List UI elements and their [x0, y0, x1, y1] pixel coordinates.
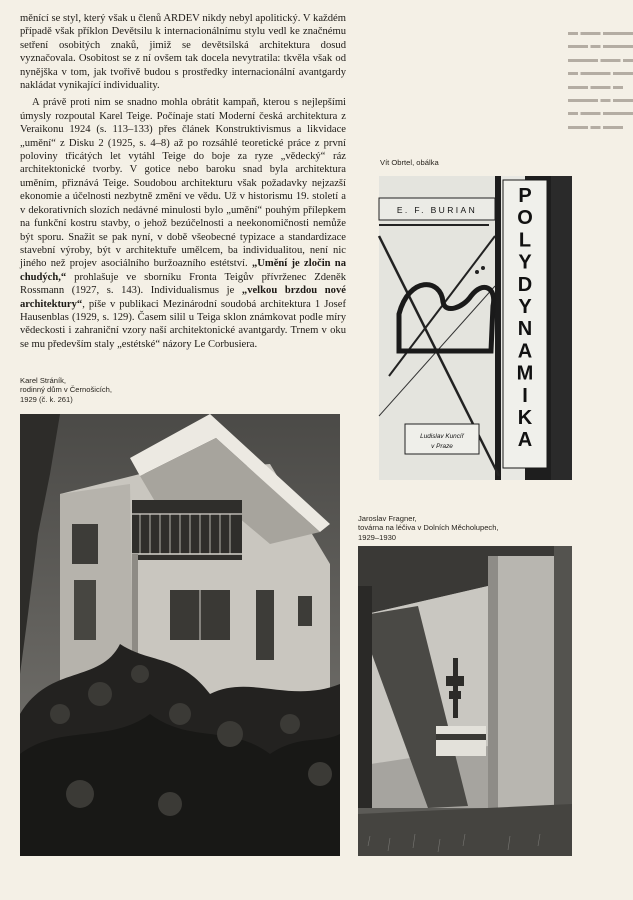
- paragraph-2-part-a: A právě proti nim se snadno mohla obrátit kampaň, kterou s nejlepšími úmysly rozpoutal Karel Teige. Počínaje statí Moderní česká architektura z Veraikonu 1924 (s. 113–133) přes článek Konstruktivismus a likvidace „umění“ z Disku 2 (1925, s. 4–8) až po rozsáhlé teoretické práce z první poloviny třicátých let vytáhl Teige do boje za ryze „vědecký“ ráz architektonické tvorby. V gotice nebo baroku snad byla architektura uměním, přiznává Teige. Soudobou architekturu však požadavky nejzazší ekonomie a účelnosti nezbytně změní ve vědu. Už v historismu 19. století a v dekorativních slozích nedávné minulosti bylo „umění“ pouhým přílepkem na funkční kostru stavby, o jehož bezúčelnosti a neekonomičnosti nemůže být sporu. Snažit se pak nyní, v době všeobecné typizace a standardizace stavební výroby, být v architektuře umělcem, ba individualitou, není nic jiného než projev asociálního buržoazního estétství.: [20, 97, 346, 270]
- cover-title: [517, 185, 534, 451]
- photo-fragner-factory: [358, 546, 572, 856]
- quote-rossmann: „Umění je zločin na chudých,“: [20, 258, 346, 283]
- paragraph-1: měnící se styl, který však u členů ARDEV nikdy nebyl apolitický. V každém případě však příklon Devětsilu k internacionálnímu stylu vedl ke značnému setření osobitých znaků, jimiž se devětsilská architektura dosud vyznačovala. Osobitost se z ní ovšem tak docela nevytratila: tkvěla však od nynějška v tom, jak tvořivě budou s prostředky internacionální avantgardy nakládat vynikající individuality.: [20, 13, 346, 92]
- cover-illustration: [379, 176, 572, 480]
- article-body: [20, 12, 346, 351]
- cover-title-letter: D: [517, 273, 533, 296]
- cover-title-letter: O: [517, 207, 533, 230]
- cover-title-letter: Y: [518, 251, 532, 274]
- cover-title-letter: I: [522, 384, 528, 407]
- caption-stranik-line-1: Karel Stráník,: [20, 376, 67, 385]
- caption-fragner-line-1: Jaroslav Fragner,: [358, 514, 417, 523]
- factory-illustration: [358, 546, 572, 856]
- caption-stranik: [20, 376, 112, 404]
- caption-fragner: [358, 514, 499, 542]
- cover-title-letter: A: [517, 429, 533, 452]
- caption-stranik-line-2: rodinný dům v Černošicích,: [20, 385, 113, 395]
- caption-obrtel: Vít Obrtel, obálka: [380, 158, 439, 167]
- caption-stranik-line-3: 1929 (č. k. 261): [20, 394, 73, 404]
- quote-hausenblas: „velkou brzdou nové architektury“: [20, 285, 346, 310]
- paragraph-2-part-e: , píše v publikaci Mezinárodní soudobá architektura 1 Josef Hausenblas (1929, s. 129). Časem silil u Teiga sklon známkovat podle míry vědeckosti i zahraniční vzory naší architektonické avantgardy. Trnem v oku se mu především staly „estétské“ názory Le Corbusiera.: [20, 298, 346, 350]
- caption-fragner-line-3: 1929–1930: [358, 532, 397, 542]
- photo-stranik-house: [20, 414, 340, 856]
- house-illustration: [20, 414, 340, 856]
- cover-title-letter: N: [517, 318, 533, 341]
- show-through-text: ▬ ▬▬ ▬▬▬ ▬▬ ▬ ▬▬▬ ▬▬▬ ▬▬ ▬ ▬ ▬▬▬ ▬▬ ▬▬ ▬▬ ▬ ▬▬▬ ▬ ▬▬ ▬ ▬▬ ▬▬▬ ▬▬ ▬ ▬▬: [568, 27, 633, 132]
- caption-fragner-line-2: továrna na léčiva v Dolních Měcholupech,: [358, 523, 499, 533]
- cover-title-letter: M: [516, 362, 534, 385]
- cover-title-letter: P: [518, 185, 532, 207]
- cover-photo-polydynamika: [379, 176, 572, 480]
- cover-title-letter: Y: [518, 296, 532, 318]
- cover-title-letter: A: [517, 340, 533, 363]
- paragraph-2-part-c: prohlašuje ve sborníku Fronta Teigův přívrženec Zdeněk Rossmann (1927, s. 143). Individualismus je: [20, 271, 347, 297]
- cover-publisher-line-2: v Praze: [431, 443, 453, 450]
- paragraph-2: [20, 96, 346, 351]
- cover-author: E. F. BURIAN: [396, 205, 478, 215]
- cover-publisher-line-1: Ludislav Kuncíř: [420, 433, 464, 440]
- cover-title-letter: L: [518, 229, 532, 252]
- cover-title-letter: K: [517, 407, 533, 429]
